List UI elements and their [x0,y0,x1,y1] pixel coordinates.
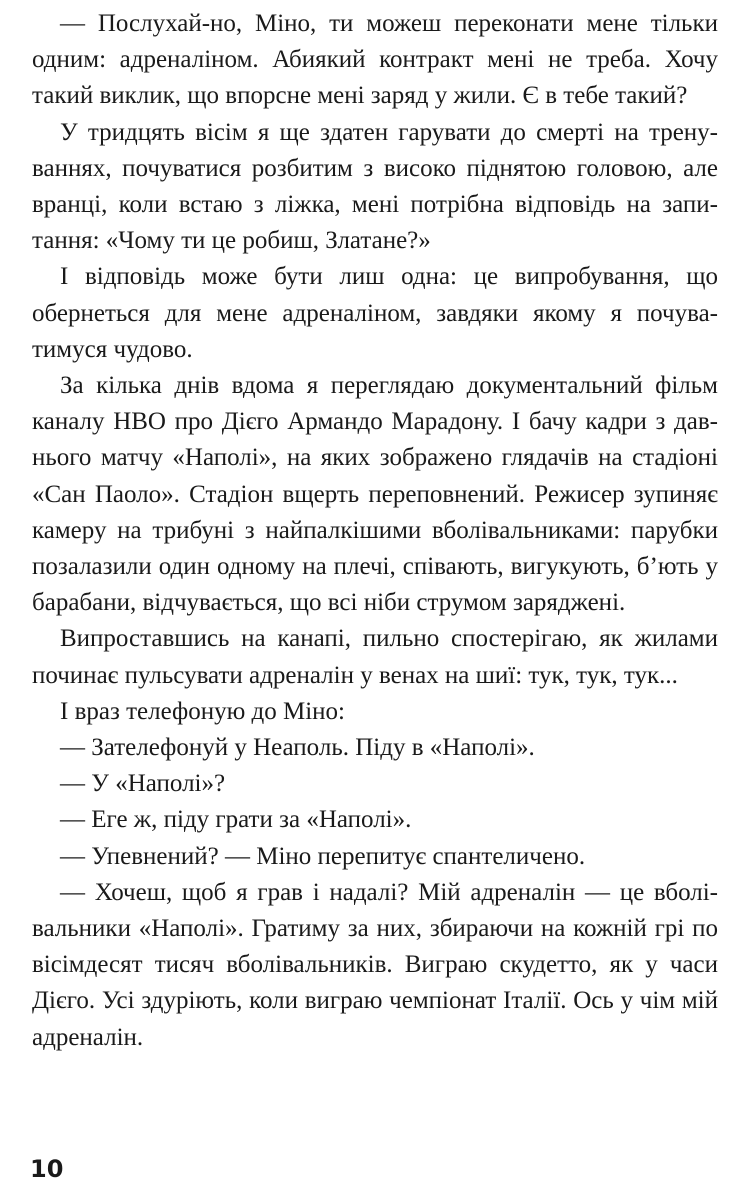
page-number: 10 [30,1155,64,1183]
paragraph-5: Випроставшись на канапі, пильно спостерігаю, як жилами починає пульсувати адреналін у венах на шиї: тук, тук, тук... [32,625,718,689]
dialogue-line-1: — Зателефонуй у Неаполь. Піду в «Наполі». [60,734,535,762]
dialogue-line-2: — У «Наполі»? [60,770,226,798]
paragraph-4: За кілька днів вдома я переглядаю документальний фільм каналу HBO про Дієго Армандо Марадону. І бачу кадри з давнього матчу «Наполі», на яких зображено глядачів на стадіоні «Сан Паоло». Стадіон вщерть переповнений. Режисер зупиняє камеру на трибуні з найпалкішими вболівальниками: парубки позалазили один одному на плечі, співають, вигукують, б’ють у барабани, відчувається, що всі ніби струмом заряджені. [32,372,718,617]
paragraph-1: — Послухай-но, Міно, ти можеш переконати мене тільки одним: адреналіном. Абиякий контракт мені не треба. Хочу такий виклик, що впорсне мені заряд у жили. Є в тебе такий? [32,10,718,110]
paragraph-2: У тридцять вісім я ще здатен гарувати до смерті на тренуваннях, почуватися розбитим з високо піднятою головою, але вранці, коли встаю з ліжка, мені потрібна відповідь на запитання: «Чому ти це робиш, Златане?» [32,118,718,255]
paragraph-6: І враз телефоную до Міно: [60,697,345,725]
dialogue-line-4: — Упевнений? — Міно перепитує спантеличено. [60,842,586,870]
page-body-text [32,6,718,1056]
dialogue-line-3: — Еге ж, піду грати за «Наполі». [60,806,412,834]
paragraph-final: — Хочеш, щоб я грав і надалі? Мій адреналін — це вболівальники «Наполі». Гратиму за них, збираючи на кожній грі по вісімдесят тисяч вболівальників. Виграю скудетто, як у часи Дієго. Усі здуріють, коли виграю чемпіонат Італії. Ось у чім мій адреналін. [32,878,718,1051]
paragraph-3: І відповідь може бути лиш одна: це випробування, що обернеться для мене адреналіном, завдяки якому я почуватимуся чудово. [32,263,718,363]
